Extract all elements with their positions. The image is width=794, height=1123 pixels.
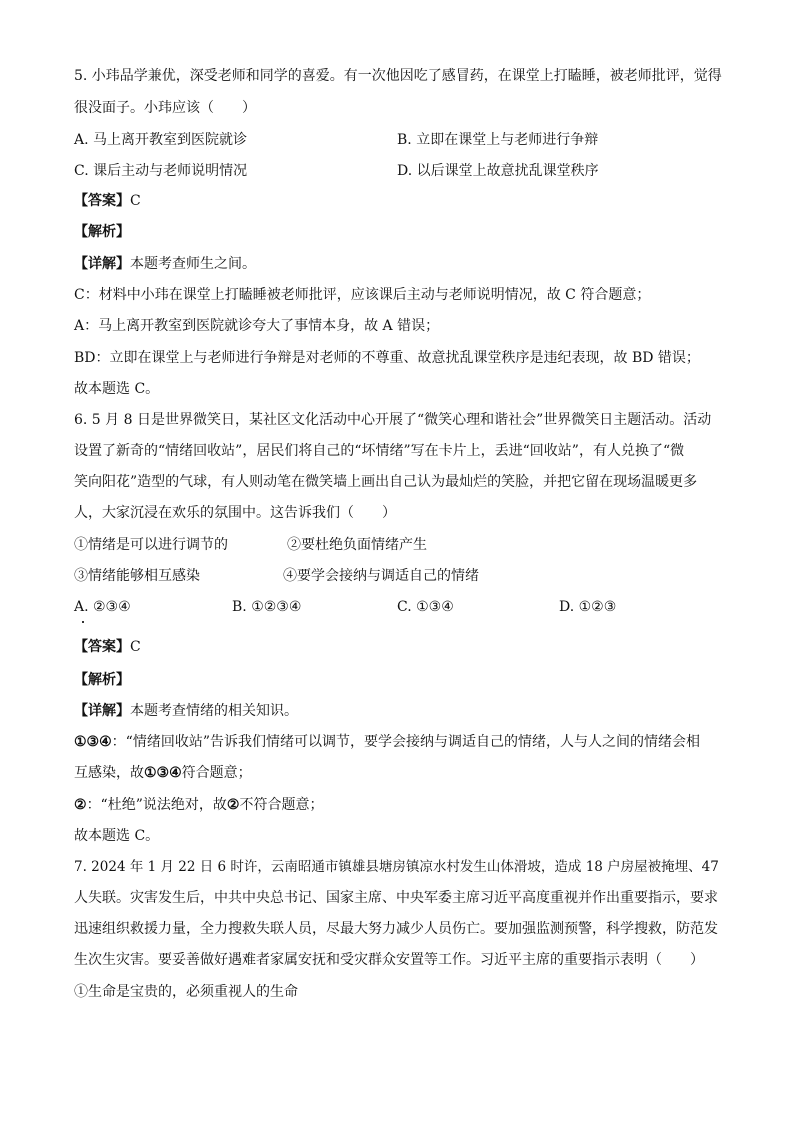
q6-option-a: A. ②③④ — [74, 599, 131, 615]
q6-answer — [74, 637, 141, 657]
detail-tag: 【详解】 — [74, 256, 130, 272]
q5-option-d: D. 以后课堂上故意扰乱课堂秩序 — [397, 163, 599, 179]
q5-analysis-tag: 【解析】 — [74, 224, 130, 240]
q5-stem-line-2: 很没面子。小玮应该（ ） — [74, 100, 256, 116]
answer-tag: 【答案】 — [74, 639, 130, 655]
q7-stem-line-1: 7. 2024 年 1 月 22 日 6 时许，云南昭通市镇雄县塘房镇凉水村发生山体滑坡，造成 18 户房屋被掩埋、47 — [74, 859, 719, 875]
q6-option-d: D. ①②③ — [559, 599, 617, 615]
q6-stem-line-2: 设置了新奇的“情绪回收站”，居民们将自己的“坏情绪”写在卡片上，丢进“回收站”，有人兑换了“微 — [74, 443, 685, 459]
q5-explanation-bd: BD：立即在课堂上与老师进行争辩是对老师的不尊重、故意扰乱课堂秩序是违纪表现，故 BD 错误； — [74, 350, 700, 366]
q7-stem-line-4: 生次生灾害。要妥善做好遇难者家属安抚和受灾群众安置等工作。习近平主席的重要指示表明（ ） — [74, 952, 704, 968]
q5-option-a: A. 马上离开教室到医院就诊 — [74, 132, 248, 148]
q5-explanation-c: C：材料中小玮在课堂上打瞌睡被老师批评，应该课后主动与老师说明情况，故 C 符合题意； — [74, 287, 651, 303]
q6-analysis-tag: 【解析】 — [74, 672, 130, 688]
item-marks: ①③④ — [74, 734, 112, 750]
item-mark: ② — [226, 797, 240, 813]
q5-explanation-a: A：马上离开教室到医院就诊夸大了事情本身，故 A 错误； — [74, 318, 440, 334]
q6-detail — [74, 701, 298, 721]
q5-option-c: C. 课后主动与老师说明情况 — [74, 163, 248, 179]
explanation-text: 符合题意； — [181, 765, 252, 781]
q6-conclusion: 故本题选 C。 — [74, 828, 160, 844]
q6-option-b: B. ①②③④ — [232, 599, 302, 615]
q6-stem-line-4: 人，大家沉浸在欢乐的氛围中。这告诉我们（ ） — [74, 505, 396, 521]
detail-text: 本题考查师生之间。 — [130, 256, 256, 272]
q6-stem-line-3: 笑向阳花”造型的气球，有人则动笔在微笑墙上画出自己认为最灿烂的笑脸，并把它留在现场温暖更多 — [74, 474, 698, 490]
answer-value: C — [130, 639, 141, 655]
q5-detail — [74, 254, 256, 274]
explanation-text: 互感染，故 — [74, 765, 144, 781]
item-marks: ①③④ — [144, 765, 182, 781]
q7-item-1: ①生命是宝贵的，必须重视人的生命 — [74, 984, 298, 1000]
stray-dot — [82, 621, 84, 623]
item-mark: ② — [74, 797, 87, 813]
q5-conclusion: 故本题选 C。 — [74, 381, 160, 397]
q6-explanation-1 — [74, 732, 700, 752]
q6-explanation-1-cont — [74, 763, 252, 783]
q6-item-3: ③情绪能够相互感染 — [74, 568, 200, 584]
detail-text: 本题考查情绪的相关知识。 — [130, 703, 298, 719]
q6-item-2: ②要杜绝负面情绪产生 — [287, 537, 427, 553]
explanation-text: 不符合题意； — [239, 797, 324, 813]
q5-stem-line-1: 5. 小玮品学兼优，深受老师和同学的喜爱。有一次他因吃了感冒药，在课堂上打瞌睡，被老师批评，觉得 — [74, 68, 722, 84]
q7-stem-line-3: 迅速组织救援力量，全力搜救失联人员，尽最大努力减少人员伤亡。要加强监测预警，科学搜救，防范发 — [74, 921, 718, 937]
q6-explanation-2 — [74, 795, 323, 815]
q5-option-b: B. 立即在课堂上与老师进行争辩 — [397, 132, 599, 148]
q6-stem-line-1: 6. 5 月 8 日是世界微笑日，某社区文化活动中心开展了“微笑心理和谐社会”世界微笑日主题活动。活动 — [74, 412, 712, 428]
explanation-text: ：“杜绝”说法绝对，故 — [86, 797, 227, 813]
q6-item-4: ④要学会接纳与调适自己的情绪 — [283, 568, 479, 584]
q6-option-c: C. ①③④ — [397, 599, 454, 615]
q5-answer — [74, 191, 141, 211]
explanation-text: ：“情绪回收站”告诉我们情绪可以调节，要学会接纳与调适自己的情绪，人与人之间的情绪会相 — [111, 734, 700, 750]
q7-stem-line-2: 人失联。灾害发生后，中共中央总书记、国家主席、中央军委主席习近平高度重视并作出重要指示，要求 — [74, 890, 718, 906]
answer-value: C — [130, 193, 141, 209]
q6-item-1: ①情绪是可以进行调节的 — [74, 537, 228, 553]
answer-tag: 【答案】 — [74, 193, 130, 209]
detail-tag: 【详解】 — [74, 703, 130, 719]
